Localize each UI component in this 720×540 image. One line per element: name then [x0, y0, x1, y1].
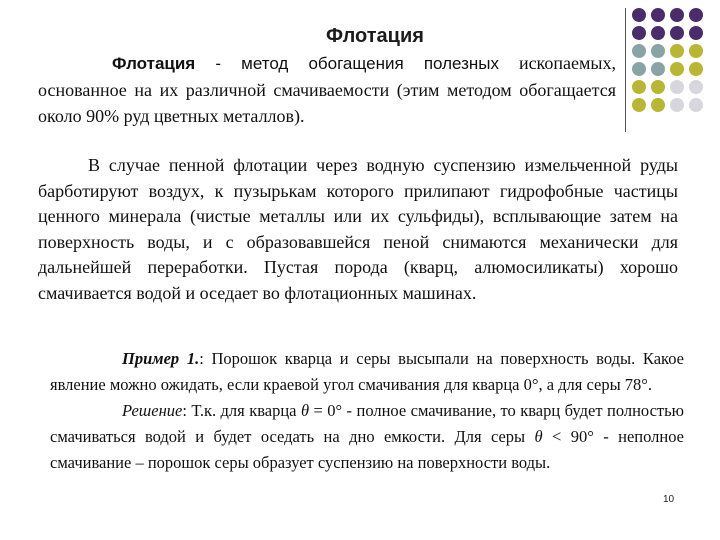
term-flotation: Флотация: [112, 54, 196, 73]
decor-dot: [651, 62, 665, 76]
theta-symbol: θ: [534, 427, 543, 446]
page-number: 10: [663, 494, 675, 505]
solution-text-3: < 90° - неполное смачивание – порошок серы образует суспензию на поверхности воды.: [50, 427, 684, 472]
decor-dot: [689, 62, 703, 76]
decor-dot: [632, 26, 646, 40]
decor-dot: [651, 98, 665, 112]
decor-dot: [651, 8, 665, 22]
froth-flotation-text: В случае пенной флотации через водную суспензию измельченной руды барботируют воздух, к пузырькам которого прилипают гидрофобные частицы ценного минерала (чистые металлы или их сульфиды), всплывающие затем на поверхность воды, и с образовавшейся пеной снимаются механически для дальнейшей переработки. Пустая порода (кварц, алюмосиликаты) хорошо смачивается водой и оседает во флотационных машинах.: [38, 155, 678, 303]
decor-dot: [632, 80, 646, 94]
solution-label: Решение: [122, 401, 183, 420]
decorative-dot-grid: [632, 8, 716, 118]
slide-title: Флотация: [326, 25, 424, 47]
divider-line: [625, 8, 626, 132]
decor-dot: [632, 62, 646, 76]
decor-dot: [670, 80, 684, 94]
example-label: Пример 1.: [122, 349, 200, 368]
decor-dot: [651, 26, 665, 40]
decor-dot: [670, 8, 684, 22]
solution-text-1: : Т.к. для кварца: [182, 401, 301, 420]
example-text: : Порошок кварца и серы высыпали на поверхность воды. Какое явление можно ожидать, если краевой угол смачивания для кварца 0°, а для серы 78°.: [50, 349, 684, 394]
decor-dot: [689, 80, 703, 94]
definition-first-line: - метод обогащения полезных: [195, 54, 500, 73]
decor-dot: [670, 98, 684, 112]
decor-dot: [689, 8, 703, 22]
decor-dot: [689, 98, 703, 112]
decor-dot: [632, 8, 646, 22]
solution-text-2: = 0° - полное смачивание, то кварц будет полностью смачиваться водой и будет оседать на дно емкости. Для серы: [50, 401, 684, 446]
decor-dot: [689, 44, 703, 58]
decor-dot: [651, 44, 665, 58]
decor-dot: [670, 62, 684, 76]
definition-paragraph: [38, 50, 616, 129]
decor-dot: [689, 26, 703, 40]
decor-dot: [632, 98, 646, 112]
decor-dot: [632, 44, 646, 58]
decor-dot: [670, 26, 684, 40]
decor-dot: [670, 44, 684, 58]
froth-flotation-paragraph: [38, 153, 678, 306]
example-block: [50, 346, 684, 476]
decor-dot: [651, 80, 665, 94]
definition-rest: ископаемых, основанное на их различной смачиваемости (этим методом обогащается около 90% руд цветных металлов).: [38, 53, 616, 126]
theta-symbol: θ: [300, 401, 310, 420]
